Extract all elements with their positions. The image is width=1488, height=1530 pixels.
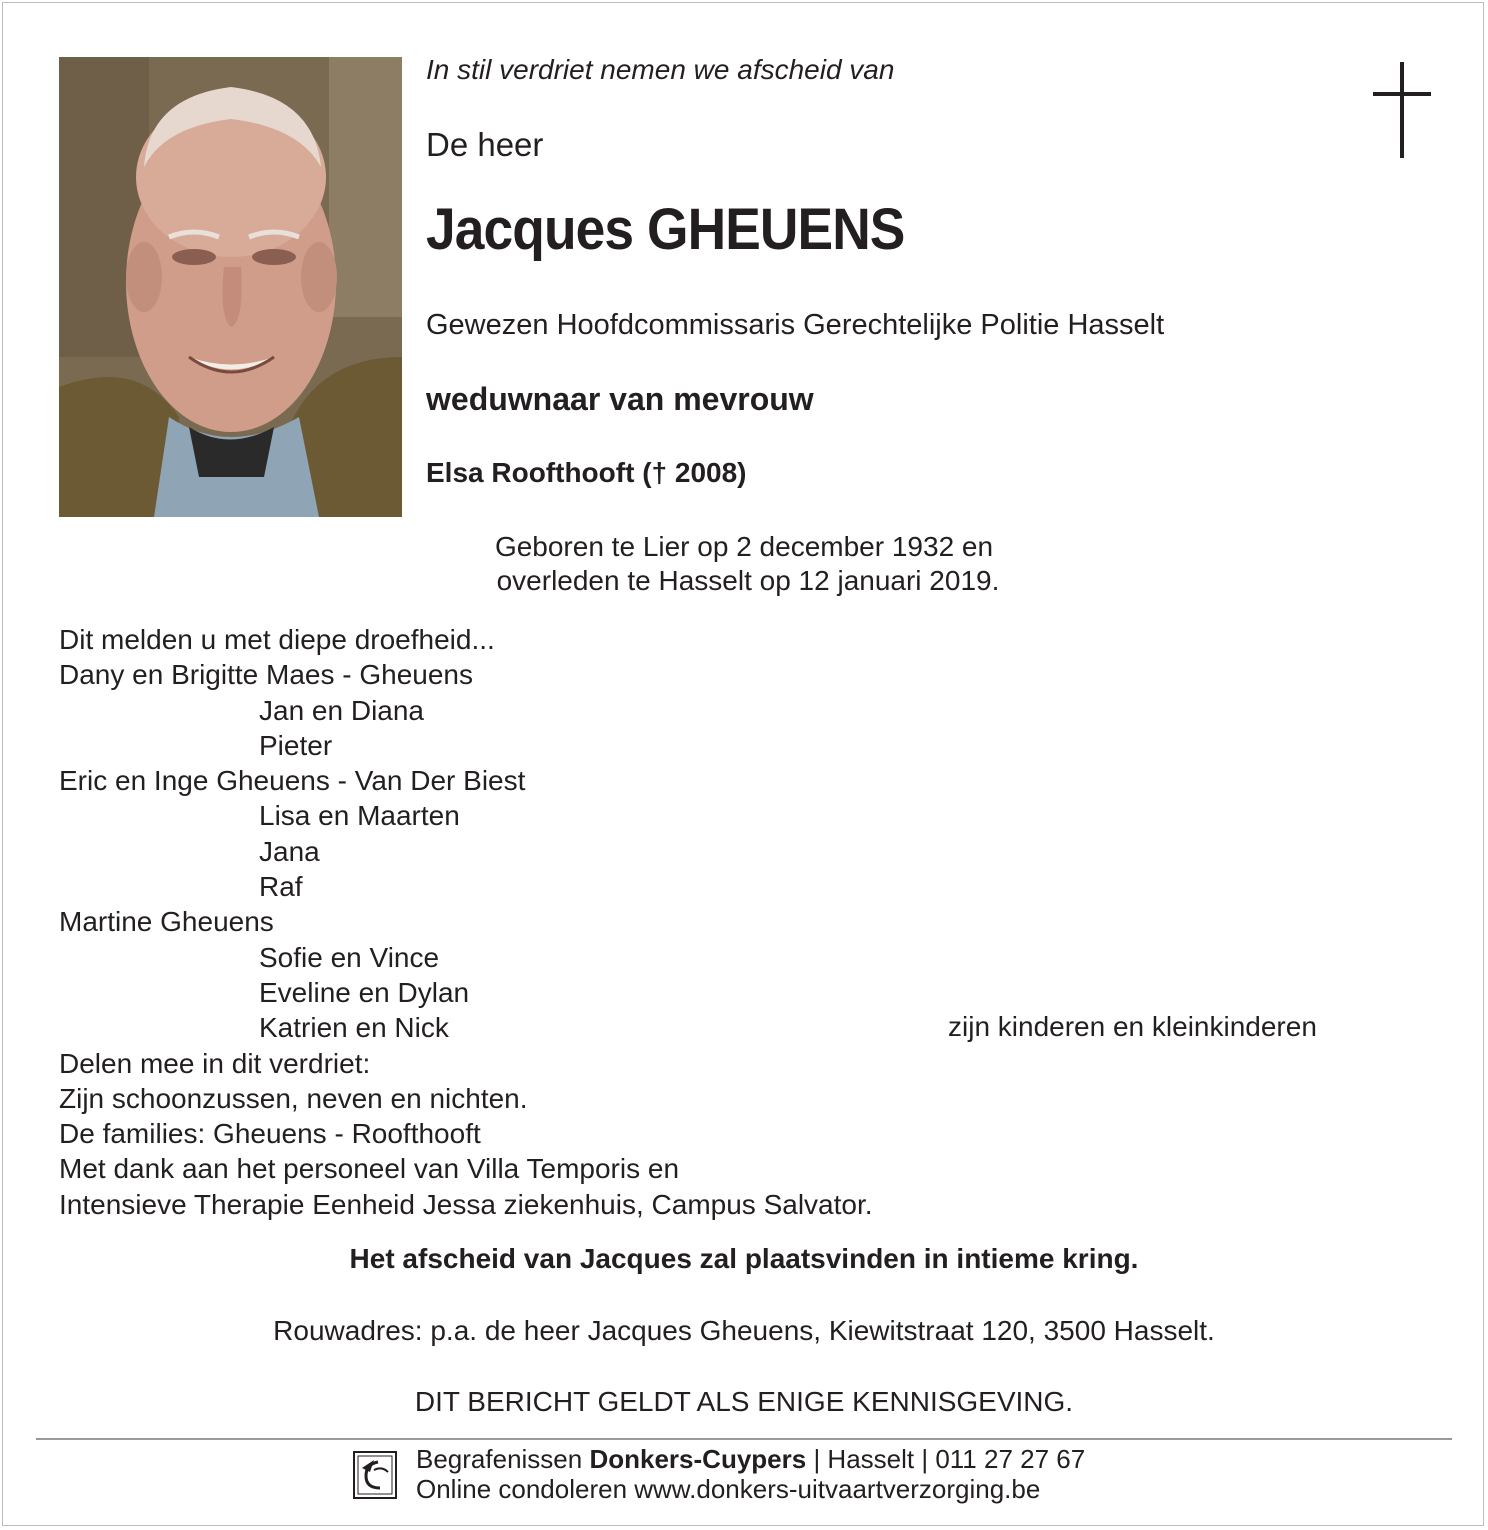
deceased-role: Gewezen Hoofdcommissaris Gerechtelijke Politie Hasselt (426, 309, 1165, 341)
thanks-line-2: Intensieve Therapie Eenheid Jessa ziekenhuis, Campus Salvator. (59, 1188, 873, 1220)
family-member: Sofie en Vince (259, 941, 440, 973)
share-intro: Delen mee in dit verdriet: (59, 1047, 371, 1079)
deceased-portrait (59, 57, 402, 517)
spouse-name: Elsa Roofthooft († 2008) (426, 457, 747, 488)
cross-icon (1373, 62, 1431, 158)
family-member: Martine Gheuens (59, 906, 274, 938)
intro-line: In stil verdriet nemen we afscheid van (426, 54, 895, 85)
family-announce: Dit melden u met diepe droefheid... (59, 624, 495, 655)
widower-line: weduwnaar van mevrouw (426, 381, 814, 417)
footer-info (416, 1444, 1085, 1504)
thanks-line-1: Met dank aan het personeel van Villa Temporis en (59, 1153, 680, 1185)
family-member: Pieter (259, 729, 333, 761)
family-member: Jan en Diana (259, 694, 425, 726)
mourning-address: Rouwadres: p.a. de heer Jacques Gheuens, Kiewitstraat 120, 3500 Hasselt. (273, 1315, 1215, 1346)
family-member: Dany en Brigitte Maes - Gheuens (59, 659, 473, 691)
family-member: Lisa en Maarten (259, 800, 460, 832)
footer-company-line (416, 1444, 1085, 1474)
footer-divider (36, 1438, 1452, 1440)
footer-prefix: Begrafenissen (416, 1444, 583, 1474)
family-member: Katrien en Nick (259, 1012, 449, 1044)
family-member: Eric en Inge Gheuens - Van Der Biest (59, 765, 526, 797)
family-member: Eveline en Dylan (259, 976, 470, 1008)
children-label: zijn kinderen en kleinkinderen (948, 1011, 1317, 1042)
funeral-home-logo-icon (348, 1446, 404, 1504)
footer-online-condolence: Online condoleren www.donkers-uitvaartverzorging.be (416, 1474, 1041, 1504)
footer-city-phone: | Hasselt | 011 27 27 67 (813, 1444, 1086, 1474)
birth-line: Geboren te Lier op 2 december 1932 en (494, 531, 994, 562)
death-line: overleden te Hasselt op 12 januari 2019. (496, 565, 1000, 596)
deceased-name: Jacques GHEUENS (426, 197, 905, 262)
footer-company: Donkers-Cuypers (589, 1444, 807, 1474)
honorific: De heer (426, 126, 544, 163)
family-member: Jana (259, 835, 320, 867)
family-list (59, 622, 873, 1222)
family-member: Raf (259, 871, 303, 903)
official-notice: DIT BERICHT GELDT ALS ENIGE KENNISGEVING. (414, 1386, 1074, 1417)
farewell-line: Het afscheid van Jacques zal plaatsvinden in intieme kring. (349, 1243, 1139, 1274)
share-line-1: Zijn schoonzussen, neven en nichten. (59, 1082, 528, 1114)
share-line-2: De families: Gheuens - Roofthooft (59, 1118, 481, 1150)
